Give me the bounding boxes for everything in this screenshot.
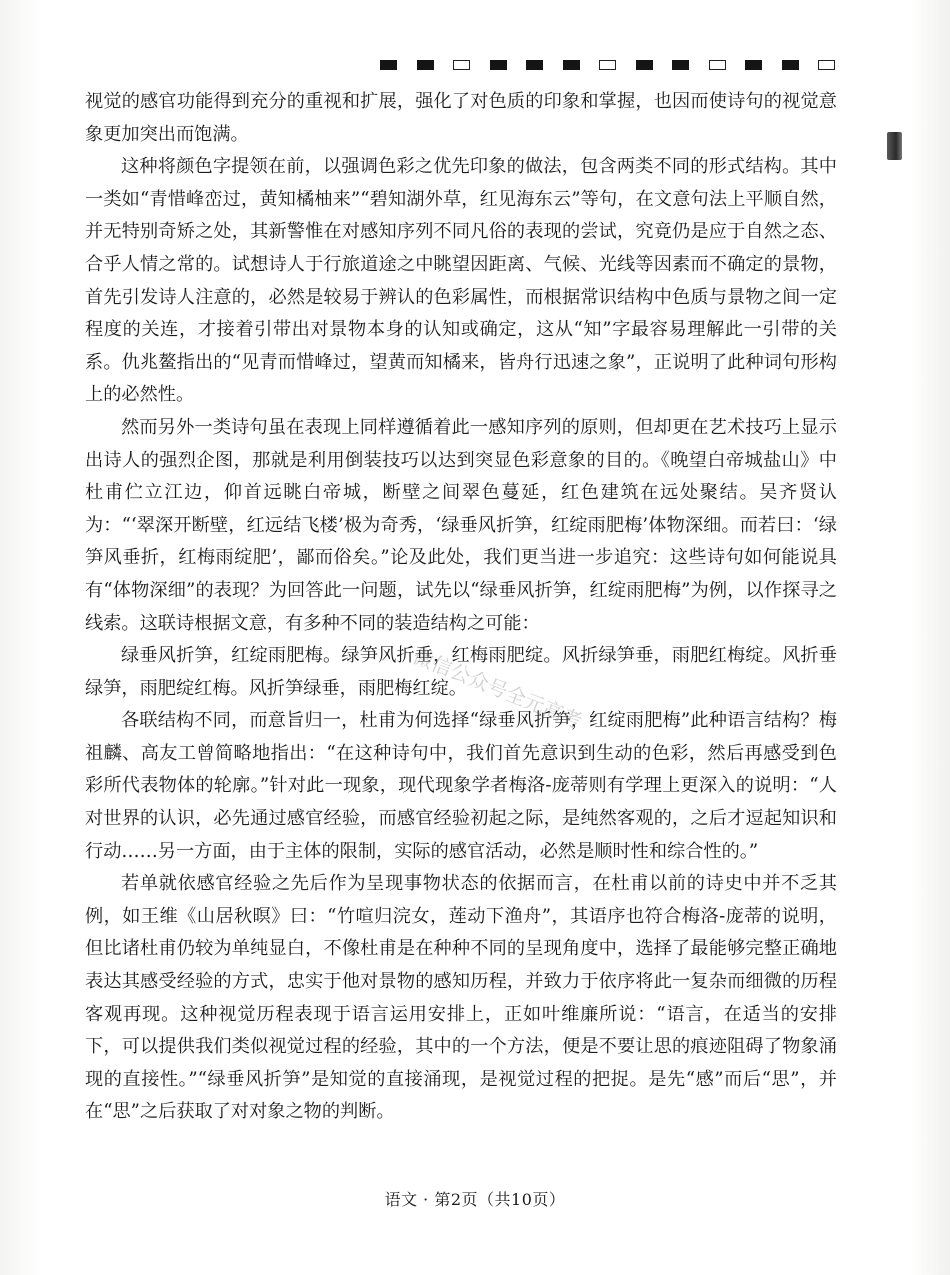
- paragraph-2: 这种将颜色字提领在前，以强调色彩之优先印象的做法，包含两类不同的形式结构。其中一类如“青惜峰峦过，黄知橘柚来”“碧知湖外草，红见海东云”等句，在文意句法上平顺自然，并无特别奇矫之处，其新警惟在对感知序列不同凡俗的表现的尝试，究竟仍是应于自然之态、合乎人情之常的。试想诗人于行旅道途之中眺望因距离、气候、光线等因素而不确定的景物，首先引发诗人注意的，必然是较易于辨认的色彩属性，而根据常识结构中色质与景物之间一定程度的关连，才接着引带出对景物本身的认知或确定，这从“知”字最容易理解此一引带的关系。仇兆鳌指出的“见青而惜峰过，望黄而知橘来，皆舟行迅速之象”，正说明了此种词句形构上的必然性。: [85, 156, 837, 406]
- paragraph-3: 然而另外一类诗句虽在表现上同样遵循着此一感知序列的原则，但却更在艺术技巧上显示出诗人的强烈企图，那就是利用倒装技巧以达到突显色彩意象的目的。《晚望白帝城盐山》中杜甫伫立江边，仰首远眺白帝城，断壁之间翠色蔓延，红色建筑在远处聚结。吴齐贤认为：“‘翠深开断壁，红远结飞楼’极为奇秀，‘绿垂风折笋，红绽雨肥梅’体物深细。而若曰：‘绿笋风垂折，红梅雨绽肥’，鄙而俗矣。”论及此处，我们更当进一步追究：这些诗句如何能说具有“体物深细”的表现？为回答此一问题，试先以“绿垂风折笋，红绽雨肥梅”为例，以作探寻之线索。这联诗根据文意，有多种不同的装造结构之可能：: [85, 416, 837, 634]
- paragraph-5: 各联结构不同，而意旨归一，杜甫为何选择“绿垂风折笋，红绽雨肥梅”此种语言结构？梅祖麟、高友工曾简略地指出：“在这种诗句中，我们首先意识到生动的色彩，然后再感受到色彩所代表物体的轮廓。”针对此一现象，现代现象学者梅洛-庞蒂则有学理上更深入的说明：“人对世界的认识，必先通过感官经验，而感官经验初起之际，是纯然客观的，之后才逗起知识和行动……另一方面，由于主体的限制，实际的感官活动，必然是顺时性和综合性的。”: [85, 710, 837, 862]
- paragraph-6: 若单就依感官经验之先后作为呈现事物状态的依据而言，在杜甫以前的诗史中并不乏其例，如王维《山居秋暝》曰：“竹喧归浣女，莲动下渔舟”，其语序也符合梅洛-庞蒂的说明，但比诸杜甫仍较为单纯显白，不像杜甫是在种种不同的呈现角度中，选择了最能够完整正确地表达其感受经验的方式，忠实于他对景物的感知历程，并致力于依序将此一复杂而细微的历程客观再现。这种视觉历程表现于语言运用安排上，正如叶维廉所说：“语言，在适当的安排下，可以提供我们类似视觉过程的经验，其中的一个方法，便是不要让思的痕迹阻碍了物象涌现的直接性。”“绿垂风折笋”是知觉的直接涌现，是视觉过程的把捉。是先“感”而后“思”，并在“思”之后获取了对对象之物的判断。: [85, 873, 837, 1123]
- paragraph-4-variants: 绿垂风折笋，红绽雨肥梅。绿笋风折垂，红梅雨肥绽。风折绿笋垂，雨肥红梅绽。风折垂绿笋，雨肥绽红梅。风折笋绿垂，雨肥梅红绽。: [85, 645, 837, 699]
- filled-mark: [380, 60, 397, 70]
- paragraph-1: 视觉的感官功能得到充分的重视和扩展，强化了对色质的印象和掌握，也因而使诗句的视觉意象更加突出而饱满。: [85, 91, 837, 145]
- empty-mark: [818, 60, 835, 70]
- filled-mark: [526, 60, 543, 70]
- filled-mark: [417, 60, 434, 70]
- filled-mark: [563, 60, 580, 70]
- filled-mark: [672, 60, 689, 70]
- filled-mark: [745, 60, 762, 70]
- page-edge-tab: [887, 132, 902, 160]
- filled-mark: [782, 60, 799, 70]
- empty-mark: [599, 60, 616, 70]
- article-body: [85, 86, 837, 1129]
- filled-mark: [636, 60, 653, 70]
- header-marks: [380, 58, 855, 72]
- filled-mark: [490, 60, 507, 70]
- empty-mark: [453, 60, 470, 70]
- page-footer: 语文 · 第2页（共10页）: [384, 1190, 566, 1209]
- watermark: 微信公众号全元高考: [409, 643, 586, 734]
- empty-mark: [709, 60, 726, 70]
